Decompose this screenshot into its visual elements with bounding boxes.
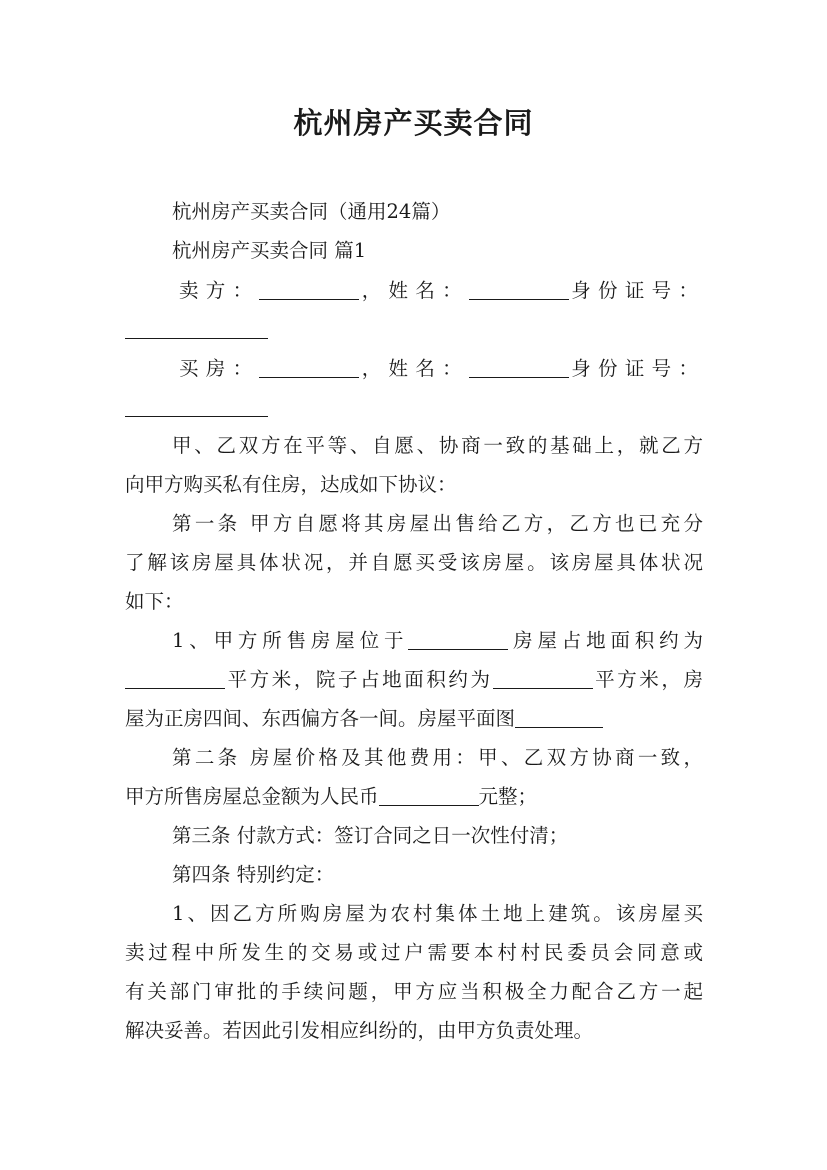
article-2-line-1: 第二条 房屋价格及其他费用：甲、乙双方协商一致，	[172, 746, 703, 769]
article-4	[125, 855, 703, 894]
article-2-amount-label: 甲方所售房屋总金额为人民币	[125, 785, 379, 808]
subtitle-text: 杭州房产买卖合同（通用24篇）	[172, 200, 451, 223]
clause-1-line-1: 1、因乙方所购房屋为农村集体土地上建筑。该房屋买	[172, 902, 703, 925]
item-1-location-blank	[408, 648, 508, 650]
article-3	[125, 816, 703, 855]
article-1	[125, 504, 703, 621]
intro-line-1: 甲、乙双方在平等、自愿、协商一致的基础上，就乙方	[172, 434, 703, 457]
article-4-text: 第四条 特别约定：	[172, 863, 335, 886]
clause-1	[125, 894, 703, 1050]
buyer-label: 买房：	[179, 357, 260, 380]
article-2	[125, 738, 703, 816]
item-1-area-blank	[125, 687, 225, 689]
item-1-yard-label: 平方米，院子占地面积约为	[225, 668, 493, 691]
section-heading	[125, 231, 703, 270]
section-heading-text: 杭州房产买卖合同 篇1	[172, 239, 367, 262]
seller-info	[125, 271, 703, 349]
document-title: 杭州房产买卖合同	[293, 106, 534, 140]
clause-1-line-4: 解决妥善。若因此引发相应纠纷的，由甲方负责处理。	[125, 1019, 594, 1042]
item-1-house-label: 平方米，房	[592, 668, 703, 691]
seller-id-line	[125, 310, 703, 349]
intro-paragraph	[125, 426, 703, 504]
item-1-floorplan-label: 屋为正房四间、东西偏方各一间。房屋平面图	[125, 707, 516, 730]
clause-1-line-2: 卖过程中所发生的交易或过户需要本村村民委员会同意或	[125, 941, 703, 964]
seller-blank	[259, 298, 359, 300]
article-1-line-3: 如下：	[125, 590, 184, 613]
article-2-line-2	[125, 777, 703, 816]
seller-id-label: 身份证号：	[568, 279, 703, 302]
intro-line-2: 向甲方购买私有住房，达成如下协议：	[125, 473, 457, 496]
seller-name-blank	[469, 298, 569, 300]
buyer-blank	[259, 376, 359, 378]
item-1-line-1	[125, 621, 703, 660]
seller-id-blank	[125, 337, 268, 339]
item-1-line-3	[125, 699, 703, 738]
item-1	[125, 621, 703, 738]
article-2-amount-blank	[379, 804, 479, 806]
article-2-amount-unit: 元整；	[478, 785, 538, 808]
item-1-location-label: 1、甲方所售房屋位于	[172, 629, 409, 652]
document-subtitle	[125, 192, 703, 231]
seller-line	[125, 271, 703, 310]
item-1-floorplan-blank	[515, 726, 603, 728]
buyer-info	[125, 349, 703, 427]
item-1-area-label: 房屋占地面积约为	[508, 629, 703, 652]
clause-1-line-3: 有关部门审批的手续问题，甲方应当积极全力配合乙方一起	[125, 980, 703, 1003]
article-1-line-2: 了解该房屋具体状况，并自愿买受该房屋。该房屋具体状况	[125, 551, 703, 574]
buyer-line	[125, 349, 703, 388]
buyer-id-blank	[125, 415, 268, 417]
buyer-id-label: 身份证号：	[568, 357, 703, 380]
item-1-yard-blank	[493, 687, 593, 689]
buyer-name-label: ，姓名：	[359, 357, 469, 380]
item-1-line-2	[125, 660, 703, 699]
buyer-name-blank	[469, 376, 569, 378]
article-1-line-1: 第一条 甲方自愿将其房屋出售给乙方，乙方也已充分	[172, 512, 703, 535]
seller-name-label: ，姓名：	[359, 279, 469, 302]
article-3-text: 第三条 付款方式：签订合同之日一次性付清；	[172, 824, 569, 847]
buyer-id-line	[125, 388, 703, 427]
seller-label: 卖方：	[179, 279, 260, 302]
